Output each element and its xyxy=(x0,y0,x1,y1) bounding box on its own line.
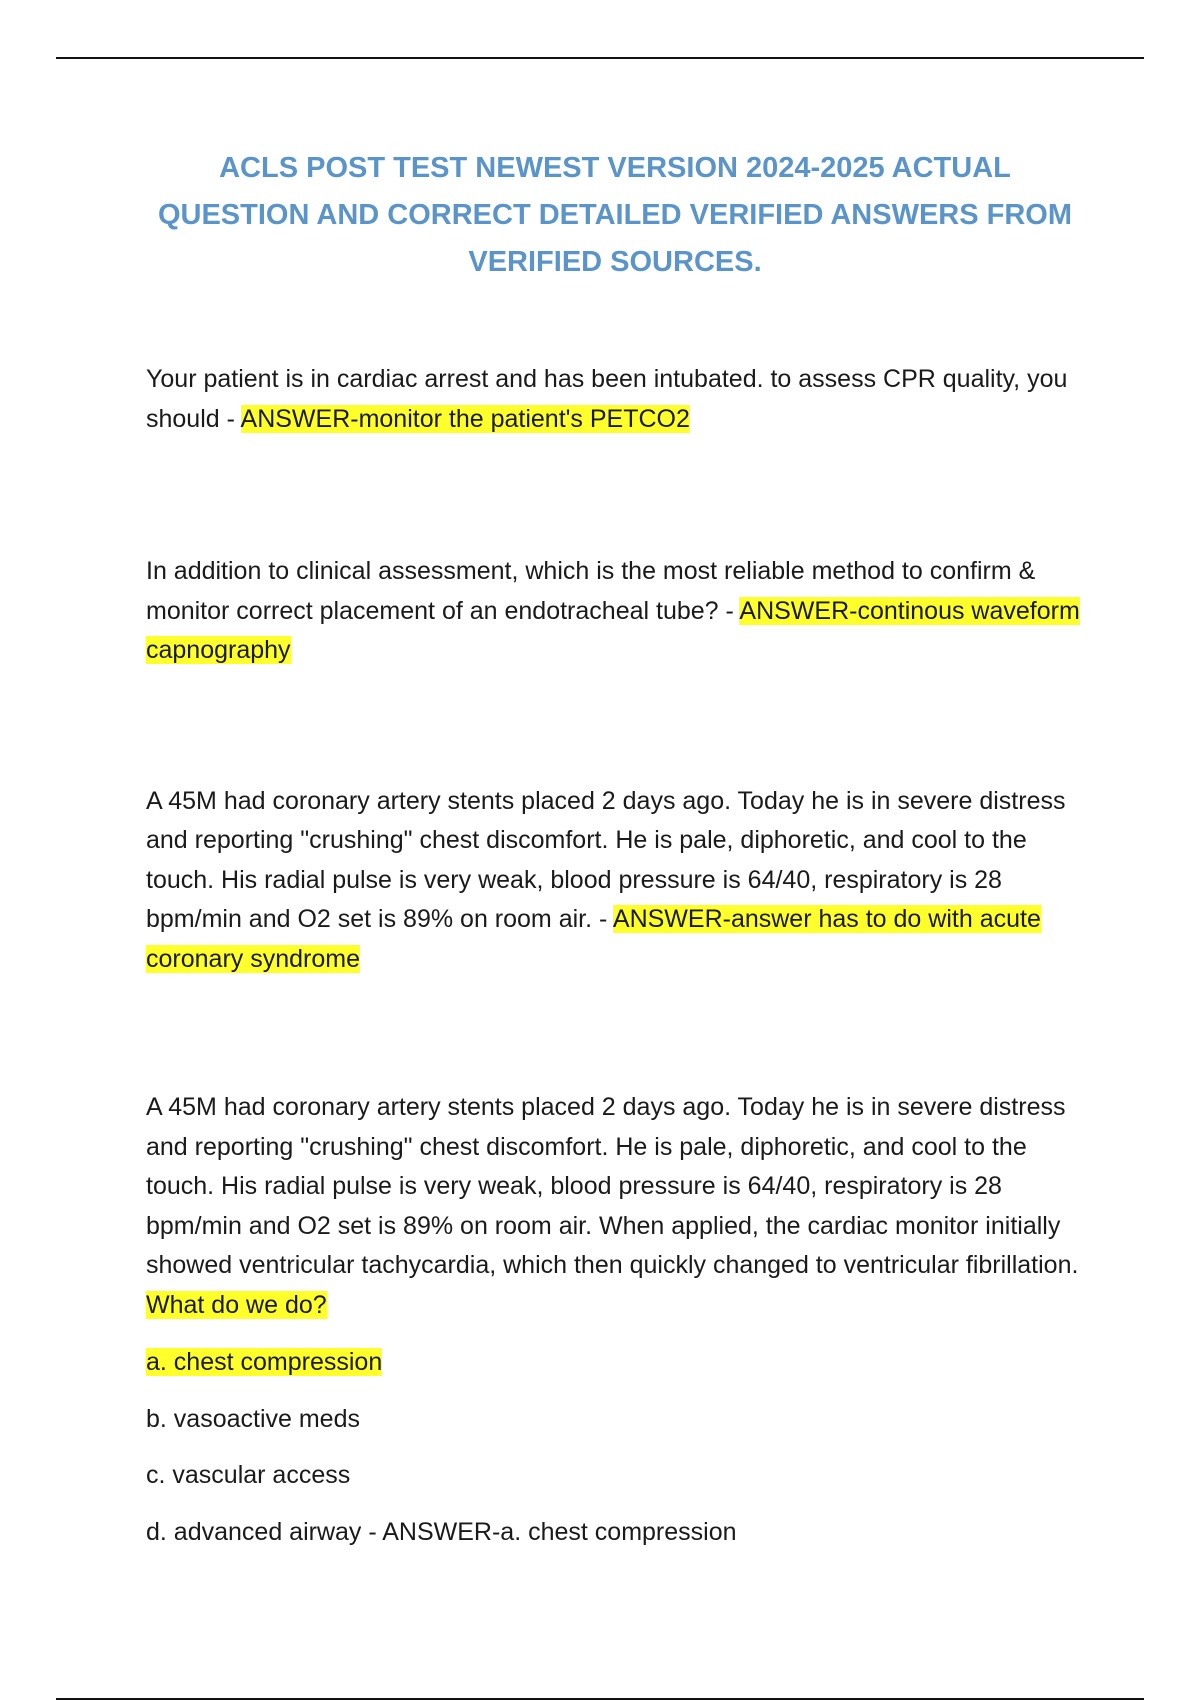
qa-item-2 xyxy=(146,552,1081,671)
document-title: ACLS POST TEST NEWEST VERSION 2024-2025 ACTUAL QUESTION AND CORRECT DETAILED VERIFIED ANSWERS FROM VERIFIED SOURCES. xyxy=(157,152,1073,278)
option-c: c. vascular access xyxy=(146,1461,351,1489)
question-text-2: In addition to clinical assessment, which is the most reliable method to confirm & monitor correct placement of an endotracheal tube? - xyxy=(146,557,1036,625)
option-a xyxy=(146,1343,1081,1383)
qa-item-3 xyxy=(146,782,1081,980)
answer-highlight-3: ANSWER-answer has to do with acute coronary syndrome xyxy=(146,905,1041,973)
qa-item-4 xyxy=(146,1088,1081,1325)
option-d: d. advanced airway - ANSWER-a. chest compression xyxy=(146,1517,737,1546)
option-a-text: a. chest compression xyxy=(146,1348,383,1376)
question-text-1: Your patient is in cardiac arrest and has been intubated. to assess CPR quality, you should - xyxy=(146,365,1068,433)
qa-item-1 xyxy=(146,360,1081,439)
question-prompt-highlight: What do we do? xyxy=(146,1290,327,1319)
qa-content xyxy=(146,360,1081,1569)
option-b: b. vasoactive meds xyxy=(146,1404,360,1433)
question-text-4: A 45M had coronary artery stents placed 2 days ago. Today he is in severe distress and reporting "crushing" chest discomfort. He is pale, diphoretic, and cool to the touch. His radial pulse is very weak, blood pressure is 64/40, respiratory is 28 bpm/min and O2 set is 89% on room air. When applied, the cardiac monitor initially showed ventricular tachycardia, which then quickly changed to ventricular fibrillation. xyxy=(146,1093,1079,1279)
question-text-3: A 45M had coronary artery stents placed 2 days ago. Today he is in severe distress and reporting "crushing" chest discomfort. He is pale, diphoretic, and cool to the touch. His radial pulse is very weak, blood pressure is 64/40, respiratory is 28 bpm/min and O2 set is 89% on room air. - xyxy=(146,786,1066,933)
answer-highlight-2: ANSWER-continous waveform capnography xyxy=(146,596,1080,664)
answer-highlight-1: ANSWER-monitor the patient's PETCO2 xyxy=(240,404,690,433)
header-rule xyxy=(56,57,1144,59)
